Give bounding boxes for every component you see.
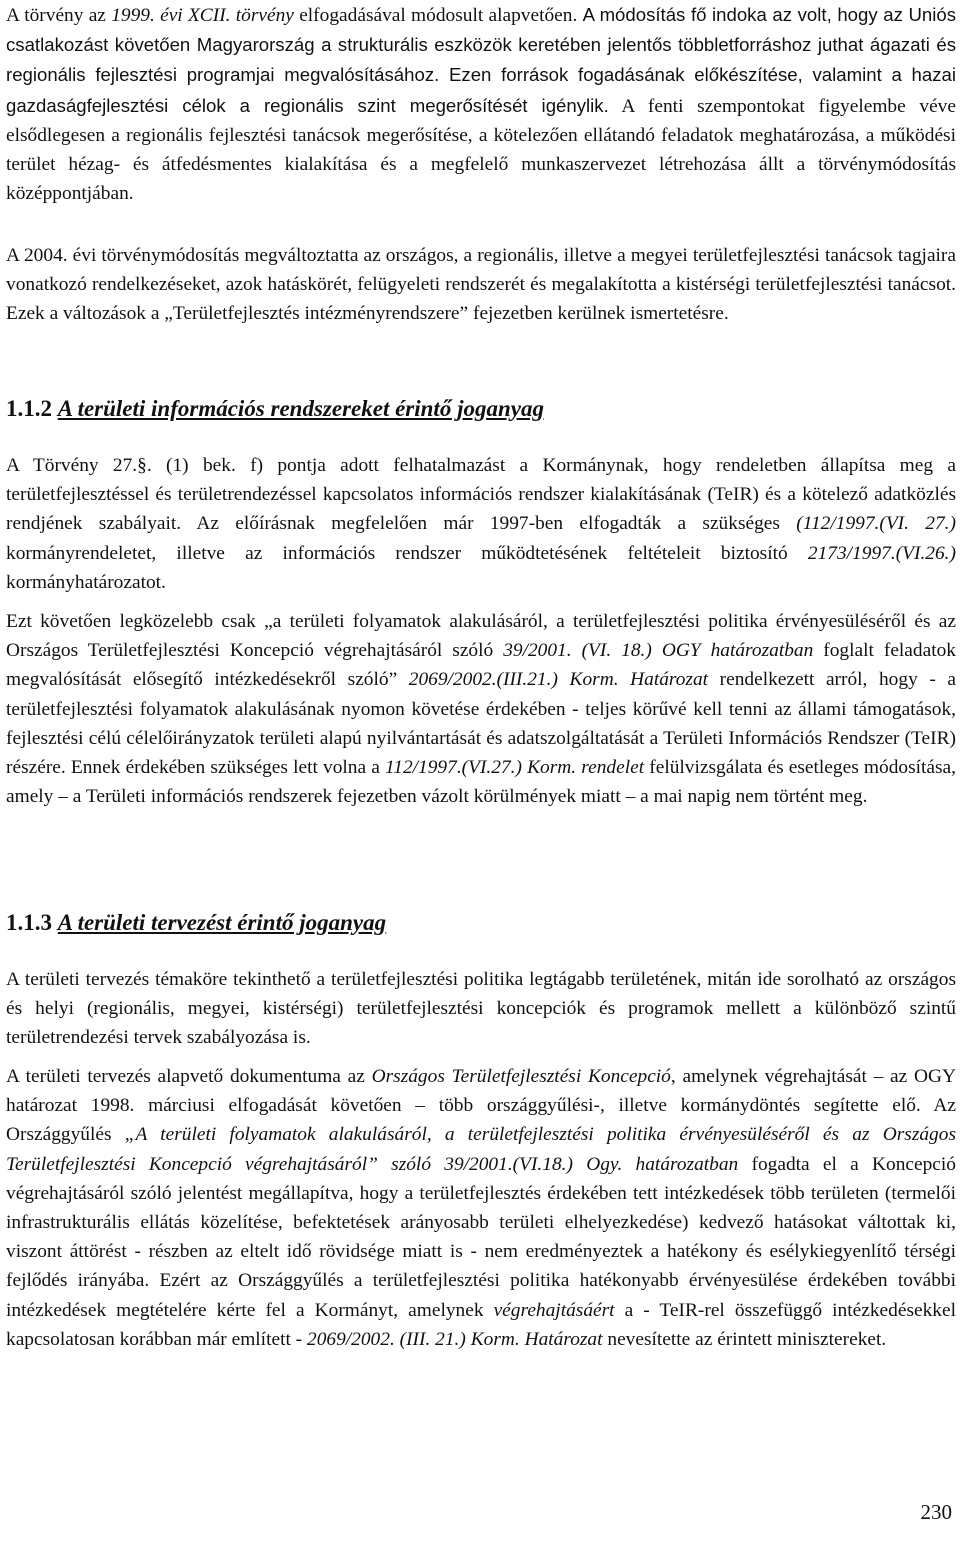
- paragraph-law-amendment-1999: A törvény az 1999. évi XCII. törvény elfogadásával módosult alapvetően. A módosítás fő indoka az volt, hogy az Uniós csatlakozást követően Magyarország a strukturális eszközök keretében jelentős többletforráshoz juthat ágazati és regionális fejlesztési programjai megvalósításához. Ezen források fogadásának előkészítése, valamint a hazai gazdaságfejlesztési célok a regionális szint megerősítését igénylik. A fenti szempontokat figyelembe véve elsődlegesen a regionális fejlesztési tanácsok megerősítése, a kötelezően ellátandó feladatok meghatározása, a működési terület hézag- és átfedésmentes kialakítása és a megfelelő munkaszervezet létrehozása állt a törvénymódosítás középpontjában.: [6, 4, 956, 205]
- paragraph-law-amendment-2004: A 2004. évi törvénymódosítás megváltoztatta az országos, a regionális, illetve a megyei területfejlesztési tanácsok tagjaira vonatkozó rendelkezéseket, azok hatáskörét, felügyeleti rendszerét és megalakította a kistérségi területfejlesztési tanácsot. Ezek a változások a „Területfejlesztés intézményrendszere” fejezetben kerülnek ismertetésre.: [6, 245, 956, 325]
- paragraph-teir-legislation: A Törvény 27.§. (1) bek. f) pontja adott felhatalmazást a Kormánynak, hogy rendeletben állapítsa meg a területfejlesztéssel és területrendezéssel kapcsolatos információs rendszer kialakításának (TeIR) és a kötelező adatközlés rendjének szabályait. Az előírásnak megfelelően már 1997-ben elfogadták a szükséges (112/1997.(VI. 27.) kormányrendeletet, illetve az információs rendszer működtetésének feltételeit biztosító 2173/1997.(VI.26.) kormányhatározatot.: [6, 455, 956, 593]
- paragraph-national-concept: A területi tervezés alapvető dokumentuma az Országos Területfejlesztési Koncepció, amelynek végrehajtását – az OGY határozat 1998. márciusi elfogadását követően – több országgyűlési-, illetve kormánydöntés segítette elő. Az Országgyűlés „A területi folyamatok alakulásáról, a területfejlesztési politika érvényesüléséről és az Országos Területfejlesztési Koncepció végrehajtásáról” szóló 39/2001.(VI.18.) Ogy. határozatban fogadta el a Koncepció végrehajtásáról szóló jelentést megállapítva, hogy a területfejlesztés érdekében tett intézkedések több területen (termelői infrastrukturális ellátás közelítése, befektetések arányosabb területi elhelyezkedése) kedvező hatásokat váltottak ki, viszont áttörést - részben az eltelt idő rövidsége miatt is - nem eredményeztek a hatékony és esélykiegyenlítő térségi fejlődés irányába. Ezért az Országgyűlés a területfejlesztési politika hatékonyabb érvényesülése érdekében további intézkedések megtételére kérte fel a Kormányt, amelynek végrehajtásáért a - TeIR-rel összefüggő intézkedésekkel kapcsolatosan korábban már említett - 2069/2002. (III. 21.) Korm. Határozat nevesítette az érintett minisztereket.: [6, 1066, 956, 1350]
- paragraph-teir-followup: Ezt követően legközelebb csak „a területi folyamatok alakulásáról, a területfejlesztési politika érvényesüléséről és az Országos Területfejlesztési Koncepció végrehajtásáról szóló 39/2001. (VI. 18.) OGY határozatban foglalt feladatok megvalósítását elősegítő intézkedésekről szóló” 2069/2002.(III.21.) Korm. Határozat rendelkezett arról, hogy - a területfejlesztési folyamatok alakulásának nyomon követése érdekében - teljes körűvé kell tenni az állami támogatások, fejlesztési célú célelőirányzatok területi alapú nyilvántartását és adatszolgáltatását a Területi Információs Rendszer (TeIR) részére. Ennek érdekében szükséges lett volna a 112/1997.(VI.27.) Korm. rendelet felülvizsgálata és esetleges módosítása, amely – a Területi információs rendszerek fejezetben vázolt körülmények miatt – a mai napig nem történt meg.: [6, 611, 957, 808]
- section-heading-1-1-2: 1.1.2 A területi információs rendszereket érintő joganyag: [6, 396, 544, 421]
- page-number: 230: [920, 1500, 952, 1524]
- paragraph-territorial-planning: A területi tervezés témaköre tekinthető a területfejlesztési politika legtágabb területének, mitán ide sorolható az országos és helyi (regionális, megyei, kistérségi) területfejlesztési koncepciók és programok mellett a különböző szintű területrendezési tervek szabályozása is.: [6, 969, 956, 1049]
- section-heading-1-1-3: 1.1.3 A területi tervezést érintő joganyag: [6, 910, 387, 935]
